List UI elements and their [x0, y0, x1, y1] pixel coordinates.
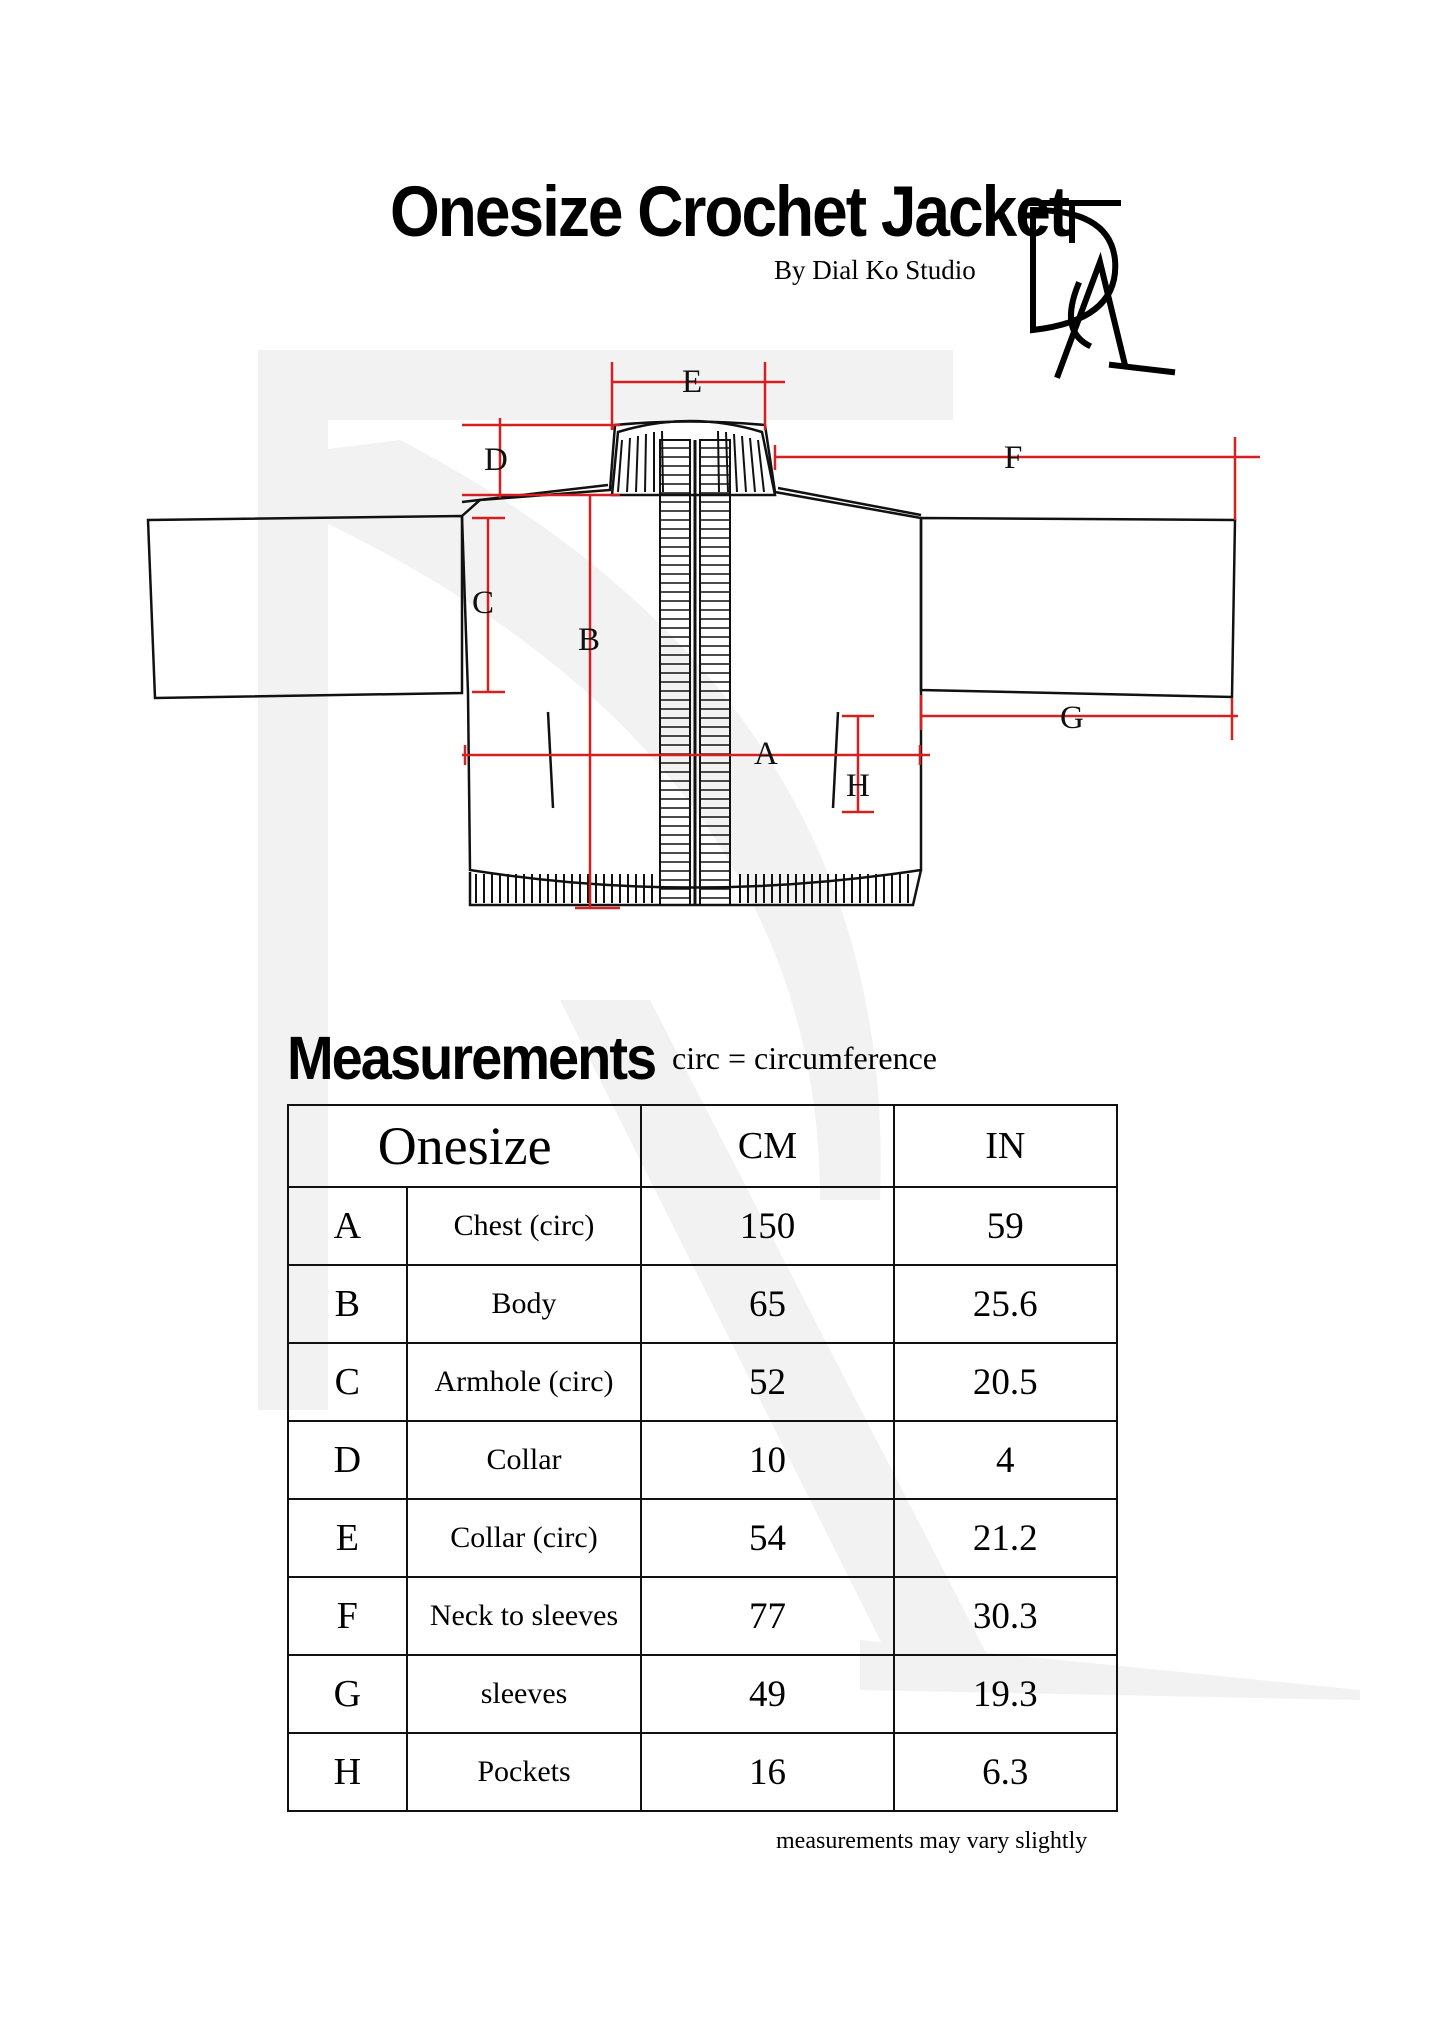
- row-letter: F: [288, 1577, 407, 1655]
- row-cm: 52: [641, 1343, 893, 1421]
- row-in: 20.5: [894, 1343, 1117, 1421]
- label-a: A: [754, 736, 778, 772]
- row-name: Pockets: [407, 1733, 642, 1811]
- label-h: H: [846, 768, 870, 804]
- onesize-header: Onesize: [288, 1105, 641, 1187]
- measurement-labels: [472, 364, 1084, 804]
- row-cm: 10: [641, 1421, 893, 1499]
- table-row: [288, 1187, 1117, 1265]
- table-row: [288, 1655, 1117, 1733]
- footnote: measurements may vary slightly: [776, 1828, 1088, 1854]
- row-cm: 65: [641, 1265, 893, 1343]
- row-name: Collar (circ): [407, 1499, 642, 1577]
- table-row: [288, 1733, 1117, 1811]
- table-row: [288, 1577, 1117, 1655]
- label-c: C: [472, 585, 495, 621]
- row-letter: E: [288, 1499, 407, 1577]
- label-e: E: [682, 364, 703, 400]
- jacket-outline: [148, 421, 1235, 905]
- page-title: Onesize Crochet Jacket: [390, 171, 1069, 252]
- row-name: Neck to sleeves: [407, 1577, 642, 1655]
- row-in: 21.2: [894, 1499, 1117, 1577]
- page-subtitle: By Dial Ko Studio: [774, 255, 976, 285]
- row-cm: 54: [641, 1499, 893, 1577]
- row-in: 4: [894, 1421, 1117, 1499]
- in-header: IN: [894, 1105, 1117, 1187]
- row-cm: 49: [641, 1655, 893, 1733]
- table-row: [288, 1343, 1117, 1421]
- row-letter: G: [288, 1655, 407, 1733]
- table-row: [288, 1421, 1117, 1499]
- label-f: F: [1004, 440, 1023, 476]
- row-letter: B: [288, 1265, 407, 1343]
- measurements-table: [287, 1104, 1118, 1812]
- row-letter: A: [288, 1187, 407, 1265]
- row-name: Collar: [407, 1421, 642, 1499]
- row-cm: 150: [641, 1187, 893, 1265]
- label-b: B: [578, 622, 601, 658]
- row-name: Armhole (circ): [407, 1343, 642, 1421]
- row-name: Chest (circ): [407, 1187, 642, 1265]
- table-row: [288, 1499, 1117, 1577]
- measurements-heading: Measurements: [287, 1023, 656, 1093]
- row-cm: 16: [641, 1733, 893, 1811]
- circumference-note: circ = circumference: [672, 1040, 937, 1076]
- row-letter: C: [288, 1343, 407, 1421]
- table-row: [288, 1265, 1117, 1343]
- row-letter: H: [288, 1733, 407, 1811]
- row-in: 6.3: [894, 1733, 1117, 1811]
- row-in: 30.3: [894, 1577, 1117, 1655]
- row-in: 25.6: [894, 1265, 1117, 1343]
- row-letter: D: [288, 1421, 407, 1499]
- cm-header: CM: [641, 1105, 893, 1187]
- table-header-row: [288, 1105, 1117, 1187]
- label-g: G: [1060, 700, 1084, 736]
- row-in: 19.3: [894, 1655, 1117, 1733]
- row-in: 59: [894, 1187, 1117, 1265]
- row-cm: 77: [641, 1577, 893, 1655]
- row-name: Body: [407, 1265, 642, 1343]
- label-d: D: [484, 442, 508, 478]
- row-name: sleeves: [407, 1655, 642, 1733]
